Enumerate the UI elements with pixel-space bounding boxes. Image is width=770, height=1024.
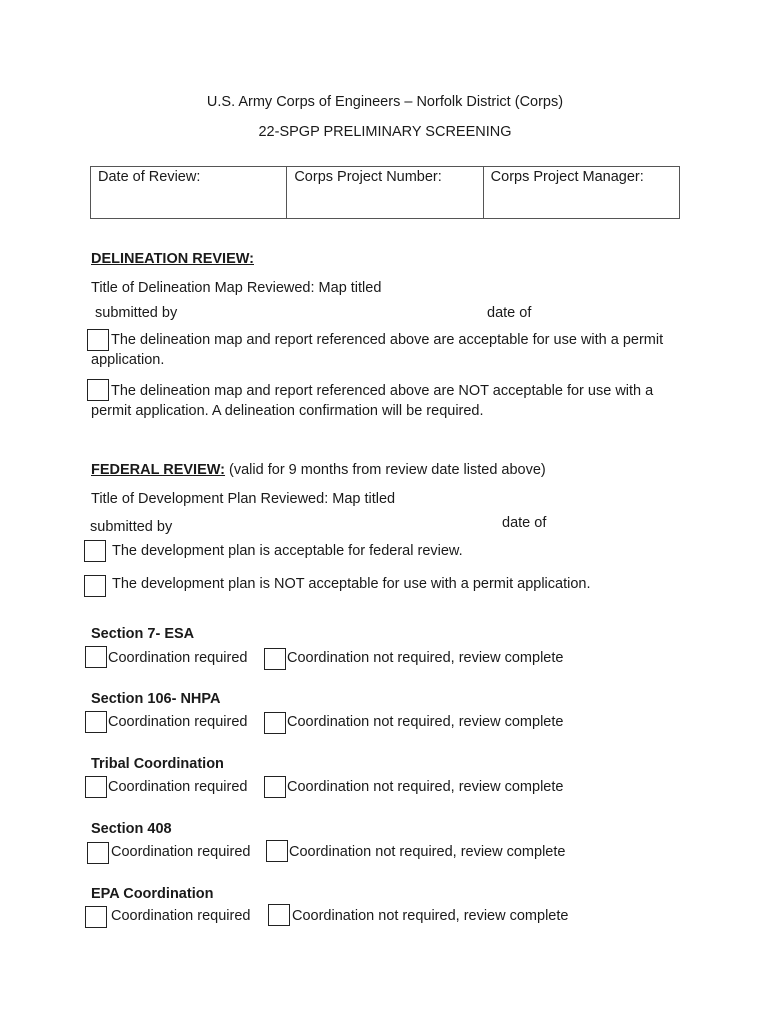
s408-required-label: Coordination required — [111, 844, 251, 860]
nhpa-not-required-checkbox[interactable] — [264, 712, 286, 734]
plan-not-acceptable-checkbox[interactable] — [84, 575, 106, 597]
plan-not-acceptable-text: The development plan is NOT acceptable for use with a permit application. — [112, 576, 591, 592]
s408-not-required-label: Coordination not required, review complete — [289, 844, 566, 860]
federal-date-of: date of — [502, 515, 547, 531]
corps-project-manager-field[interactable]: Corps Project Manager: — [490, 169, 644, 185]
nhpa-required-checkbox[interactable] — [85, 711, 107, 733]
federal-validity-note: (valid for 9 months from review date listed above) — [225, 462, 546, 478]
tribal-required-checkbox[interactable] — [85, 776, 107, 798]
delineation-date-of: date of — [487, 305, 532, 321]
tribal-not-required-checkbox[interactable] — [264, 776, 286, 798]
federal-heading: FEDERAL REVIEW: — [91, 462, 226, 478]
delineation-submitted-by: submitted by — [95, 305, 178, 321]
form-title: 22-SPGP PRELIMINARY SCREENING — [258, 124, 512, 140]
epa-not-required-checkbox[interactable] — [268, 904, 290, 926]
tribal-coordination-title: Tribal Coordination — [91, 756, 224, 772]
plan-acceptable-checkbox[interactable] — [84, 540, 106, 562]
tribal-not-required-label: Coordination not required, review complete — [287, 779, 564, 795]
federal-submitted-by: submitted by — [90, 519, 173, 535]
agency-title: U.S. Army Corps of Engineers – Norfolk District (Corps) — [206, 94, 564, 110]
nhpa-required-label: Coordination required — [108, 714, 248, 730]
date-of-review-field[interactable]: Date of Review: — [91, 167, 287, 218]
tribal-required-label: Coordination required — [108, 779, 248, 795]
epa-required-checkbox[interactable] — [85, 906, 107, 928]
delineation-acceptable-text: The delineation map and report referenced above are acceptable for use with a permit application. — [91, 332, 664, 368]
section-7-esa-title: Section 7- ESA — [91, 626, 195, 642]
delineation-heading: DELINEATION REVIEW: — [91, 251, 254, 267]
esa-not-required-checkbox[interactable] — [264, 648, 286, 670]
esa-not-required-label: Coordination not required, review complete — [287, 650, 564, 666]
epa-required-label: Coordination required — [111, 908, 251, 924]
s408-required-checkbox[interactable] — [87, 842, 109, 864]
esa-required-label: Coordination required — [108, 650, 248, 666]
federal-heading-line — [91, 462, 546, 478]
plan-acceptable-text: The development plan is acceptable for federal review. — [112, 543, 463, 559]
review-info-table — [90, 166, 680, 219]
s408-not-required-checkbox[interactable] — [266, 840, 288, 862]
section-106-nhpa-title: Section 106- NHPA — [91, 691, 221, 707]
nhpa-not-required-label: Coordination not required, review complete — [287, 714, 564, 730]
delineation-not-acceptable-text: The delineation map and report referenced above are NOT acceptable for use with a permit application. A delineation confirmation will be required. — [91, 383, 654, 419]
corps-project-number-field[interactable]: Corps Project Number: — [287, 167, 483, 218]
epa-not-required-label: Coordination not required, review complete — [292, 908, 569, 924]
section-408-title: Section 408 — [91, 821, 172, 837]
development-plan-title-line: Title of Development Plan Reviewed: Map titled — [91, 491, 396, 507]
delineation-map-title-line: Title of Delineation Map Reviewed: Map titled — [91, 280, 382, 296]
epa-coordination-title: EPA Coordination — [91, 886, 214, 902]
esa-required-checkbox[interactable] — [85, 646, 107, 668]
